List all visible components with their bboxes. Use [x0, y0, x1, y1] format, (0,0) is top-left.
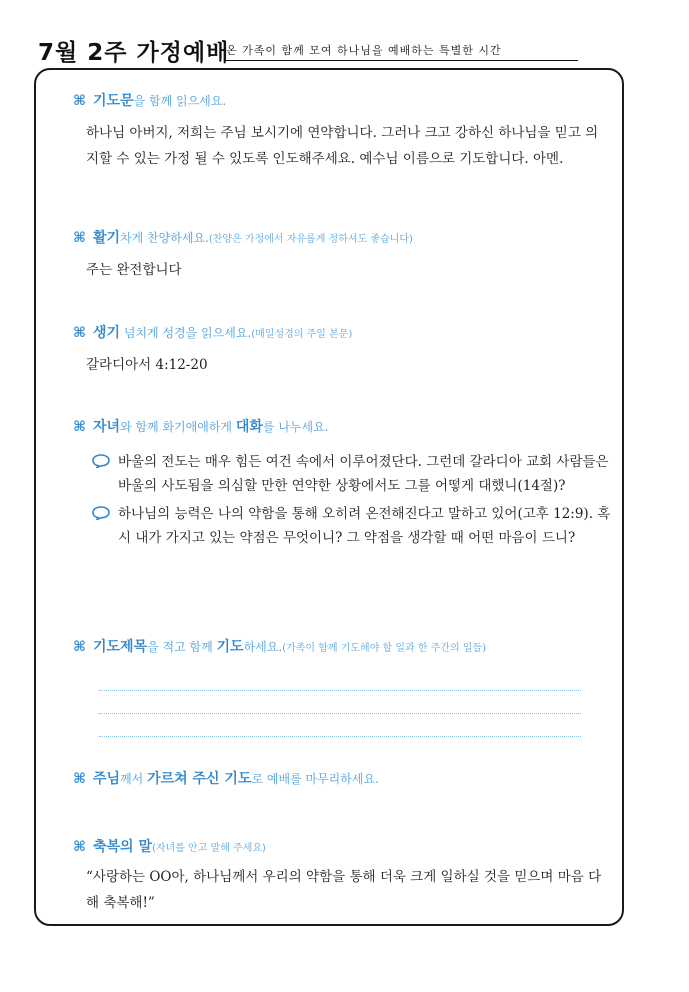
blessing-section: [73, 838, 618, 916]
bible-passage: 갈라디아서 4:12-20: [86, 357, 208, 373]
clover-icon: ⌘: [73, 419, 86, 435]
blessing-heading-note: (자녀를 안고 말해 주세요): [151, 843, 266, 854]
prayer-topic-line-2[interactable]: [99, 691, 581, 714]
lord-heading-keyword-2: 가르쳐 주신 기도: [147, 771, 252, 787]
lord-heading-mid: 께서: [120, 772, 148, 786]
page-title: 7월 2주 가정예배: [38, 40, 230, 66]
lord-heading-rest: 로 예배를 마무리하세요.: [251, 772, 379, 786]
praise-section: [73, 229, 618, 283]
prayer-heading-keyword: 기도문: [93, 93, 134, 109]
topics-heading-keyword-2: 기도: [216, 639, 244, 655]
question-item-1: [86, 450, 623, 498]
lord-heading-keyword-1: 주님: [93, 771, 121, 787]
lords-prayer-section: [73, 770, 618, 788]
dialogue-heading: [73, 418, 618, 436]
page-subtitle: 온 가족이 함께 모여 하나님을 예배하는 특별한 시간: [226, 42, 578, 61]
clover-icon: ⌘: [73, 771, 86, 787]
topics-heading-mid: 을 적고 함께: [147, 640, 217, 654]
prayer-section: [73, 92, 618, 172]
prayer-topics-heading: [73, 638, 618, 656]
blessing-heading-keyword: 축복의 말: [93, 839, 152, 855]
blessing-heading: [73, 838, 618, 856]
clover-icon: ⌘: [73, 93, 86, 109]
bible-heading-rest: 넘치게 성경을 읽으세요.: [120, 326, 252, 340]
clover-icon: ⌘: [73, 639, 86, 655]
topics-heading-rest: 하세요.: [243, 640, 283, 654]
prayer-text: 하나님 아버지, 저희는 주님 보시기에 연약합니다. 그러나 크고 강하신 하나님을 믿고 의지할 수 있는 가정 될 수 있도록 인도해주세요. 예수님 이름으로 기도합니다. 아멘.: [86, 125, 599, 167]
prayer-heading-rest: 을 함께 읽으세요.: [133, 94, 227, 108]
bible-section: [73, 324, 618, 378]
dialogue-heading-rest: 를 나누세요.: [262, 420, 329, 434]
page-header: [38, 30, 578, 66]
praise-heading: [73, 229, 618, 247]
topics-heading-note: (가족이 함께 기도해야 할 일과 한 주간의 일들): [282, 643, 487, 654]
prayer-topic-line-1[interactable]: [99, 668, 581, 691]
bible-heading-keyword: 생기: [93, 325, 121, 341]
question-text-1: 바울의 전도는 매우 힘든 여건 속에서 이루어졌단다. 그런데 갈라디아 교회 사람들은 바울의 사도됨을 의심할 만한 연약한 상황에서도 그를 어떻게 대했니(14절)?: [118, 454, 609, 494]
bible-heading: [73, 324, 618, 342]
praise-heading-note: (찬양은 가정에서 자유롭게 정하셔도 좋습니다): [208, 234, 413, 245]
dialogue-heading-mid: 와 함께 화기애애하게: [120, 420, 236, 434]
prayer-heading: [73, 92, 618, 110]
question-item-2: [86, 502, 623, 550]
clover-icon: ⌘: [73, 230, 86, 246]
blessing-text: “사랑하는 OO아, 하나님께서 우리의 약함을 통해 더욱 크게 일하실 것을 믿으며 마음 다해 축복해!”: [86, 869, 602, 911]
question-text-2: 하나님의 능력은 나의 약함을 통해 오히려 온전해진다고 말하고 있어(고후 12:9). 혹시 내가 가지고 있는 약점은 무엇이니? 그 약점을 생각할 때 어떤 마음이 드니?: [118, 506, 611, 546]
speech-bubble-icon: [92, 454, 110, 468]
topics-heading-keyword-1: 기도제목: [93, 639, 148, 655]
speech-bubble-icon: [92, 506, 110, 520]
prayer-topic-line-3[interactable]: [99, 714, 581, 737]
dialogue-heading-keyword-1: 자녀: [93, 419, 121, 435]
dialogue-heading-keyword-2: 대화: [235, 419, 263, 435]
clover-icon: ⌘: [73, 325, 86, 341]
lords-prayer-heading: [73, 770, 618, 788]
praise-heading-rest: 차게 찬양하세요.: [120, 231, 209, 245]
dialogue-section: [73, 418, 618, 550]
clover-icon: ⌘: [73, 839, 86, 855]
praise-heading-keyword: 활기: [93, 230, 121, 246]
praise-song: 주는 완전합니다: [86, 262, 182, 278]
prayer-topics-section: [73, 638, 618, 737]
bible-heading-note: (매일성경의 주일 본문): [251, 329, 353, 340]
